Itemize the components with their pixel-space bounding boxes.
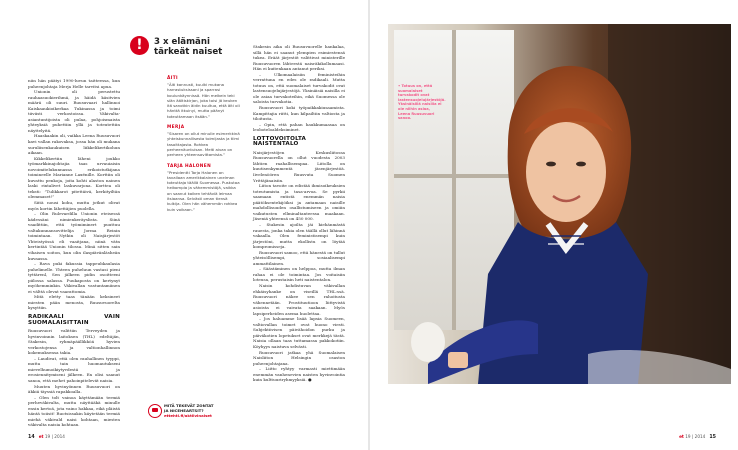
paragraph: – Säästäminen on helppoa, mutta ilman rahaa ei ole toimintaa. Jos voitaisiin loteusa, perustaisin heti naistentalon. <box>253 266 345 283</box>
sidebar-item-name: TARJA HALONEN <box>167 163 212 169</box>
web-link-text <box>164 404 250 418</box>
portrait-photo <box>388 24 731 384</box>
issue-number: 19 | 2014 <box>685 434 706 439</box>
footer-left <box>28 434 65 440</box>
article-column-1 <box>28 78 120 428</box>
paragraph: Ruusuvuori koki työpaikkakiusaamista. Kampittajia riitti, kun kilpailtiin valtiosta ja tiloitusta. <box>253 105 345 122</box>
sidebar-item-text: ”Äiti kannusti, kuulki mukana harrastuksissani ja sparrasi koulunkäynnissä. Hän melkein teki siän äältiskirjan, joka toisi jä keuken itä sanotkin äidin kuultua, että äiti oli hänttä itkuinyi, mutta päänyt toteuttamaan itsään.” <box>167 82 240 119</box>
paragraph: – Olin Rulevardilla Unionin eteisessä kädessäni nimienkeräyslista. Siinä vaadittiin, että työmiminert puuttuu valtakunnansovittelija Jorma Reinin toimintaan. Nytkin oli Naisjärjestöt Yhteistyössä eli vaaitjana, niinä vätn kertintää Unionin tilossa. Minä sitten sain vihaisen soiton, kun olin ilaspiävänläsheän kuvaassa. <box>28 211 120 261</box>
web-link-box[interactable] <box>148 404 248 418</box>
paragraph: – Laudivat, että olen rauhallinen tyyppi, mutta tain huomautukseni mievelhumoikiytyvdestä ja erosiennitymiseni jälkeen. En olisi saanut sanoa, että mehet pahoinpitelevät naisia. <box>28 355 120 383</box>
paragraph: Kikkelikertiin läheni joukko työmarkkinajohtajia taas urvauiaisin novoimitelukunnassa erikoistutkijana toimineelle Marianne Laxénille. Korttiin oli kuvattu penkoja, joita kohti alaston nainen laski rintalivet laskuvarjona. Korttea oli teksti: ”Tulikkarot pitettäivä, kerkityiltän olemmaset!” <box>28 155 120 200</box>
article-column-3 <box>253 44 345 383</box>
paragraph: Ruusuvuori jatkaa yhä Suomalaisen Naisliiton Helsingin osaston puheenjohtajana. <box>253 349 345 366</box>
sidebar-title: 3 x elämäni tärkeät naiset <box>154 37 223 57</box>
paragraph: Ruusuvuori samoo, että hänestä on tullut yhteisöllisempi, sosiaalisempi ammattilainen. <box>253 249 345 266</box>
sidebar-item-text: ”Sisaren on ollut minulle esimerkkinä yhteiskunnallisesta toimijasta ja tiimi tasoittajasta. Rohkea perheenäuntuisan. Meiti aivan on perheen yhteensovittamista.” <box>167 131 240 158</box>
sidebar-item-text: ”Presidentti Tarja Halonen on tavallaan amerikkalainen unelman toteuttaja täällä Suomessa. Puskutaa heikompia ja vähemmistöjä, vaikka on saanut kaiken tehtäviä leimaa itsiaansa. Selvästi oman tiensä kulkija. Olen hän vähemmän rohkea kuin voikaan.” <box>167 169 240 212</box>
exclamation-icon: ! <box>130 36 149 55</box>
subheading: LOTTOVOITOLTA NAISTENTALO <box>253 135 307 148</box>
paragraph: – Opin, että pahan haukkumaasaa on leoboteloaldeksiminet. <box>253 121 345 133</box>
page-gutter <box>368 0 370 450</box>
magazine-logo: et <box>679 434 684 439</box>
subheading: RADIKAALI VAIN SUOMALAISITTAIN <box>28 313 120 326</box>
sidebar-item-name: ÄITI <box>167 76 179 81</box>
laptop-icon <box>148 404 162 418</box>
sidebar-item-merja <box>167 125 241 157</box>
paragraph: Haaskaakin oli, vaikka Leena Ruusuvuori kavi vallan rakovaksa, jossa hän oli mukana suruliisenkaukuisen liikkelikertikohun aikaan. <box>28 133 120 156</box>
paragraph: niin hän päätyi 1990-luvun taitteessa, kun puheenjohtaja Merja Helle tarvitsi apua. <box>28 78 120 89</box>
web-link-line: MITÄ TEKEVÄT ZONTAT <box>164 403 214 408</box>
footer-right <box>679 434 716 440</box>
web-link-line: JA NICEHEARTSIT? <box>164 407 204 413</box>
paragraph: Liiton tavoite on edistää ihmisoikeuksien toteutumista ja tasa-arvoa. Se pyrkii saamaan entistä enemmän naisia päätöksentekijöiksi ja antamaan naisille mahdollisuuden osallistumiseen ja omiiin vaikutusten ellminaltanteessa maakaan. Jäseniä yhteensä on 450 000. <box>253 183 345 222</box>
paragraph: – Olen tolt vainoa käyttämään termiä perheväkivalta, mutta näyttääkä minulle ensin kertoä, jota vaino hakkaa, eikä pläistä häntä toiisit! Ruotsissakin käytetään termiä miehä väkivald naisi kohtaan, miesten väkivalta naisia kohtaan. <box>28 394 120 428</box>
paragraph: – Rava puki fakussia tappeubkaulasia puhelimelle. Yhteen puheluun vastasi pieni tyttärenl, Sen jälkeen pidin osoitteeni piilossa salassa. Puukaposta on kertynyt myöhemminkin. Väkivallan vastuntamiinen ei välttä olevat vaarattomia. <box>28 261 120 294</box>
sidebar-item-tarja-halonen <box>167 164 241 212</box>
page-number: 14 <box>28 435 35 440</box>
paragraph: Naisjärjestöjen Keskusliitossa Ruusuvuorella on ollut vuodesta 2003 lähtien raahallisempaa. Liitolla on kuutisenkymmentä jäsenjärjestöä. Iivelenöören Ruusvuta Suomen Yrittäjänaisiin. <box>253 149 345 183</box>
page-number: 15 <box>709 435 716 440</box>
portrait-illustration <box>388 24 731 384</box>
paragraph: Muuten hyvinyönnen Ruusuvuori on äkkiä täyssiä rapakkoalla. <box>28 383 120 395</box>
paragraph: – Jos haluamme lisää lapsia Suomeen, valtiovallan toimet ovat huono viesti. Subjektiivisen päivähoidon purku ja päiväkotien lopetukset ovat merkkejä tästä. Naisia ollaan taas tuttamassa pakkokotiin. Köyhyys naistuva selvästi. <box>253 316 345 349</box>
paragraph: Naisin kohdistuvan väkivallan ehkäisyhanke on viseillä THL:ssä. Ruusuvuori näkee sen rahoitusta vähennetään. Prostituutioon liittyvistä asioista ei vaivata saakaan. Myös lapsiperheiden asema huolettaa. <box>253 282 345 316</box>
sidebar-body <box>167 76 241 218</box>
paragraph: Siitä nousi kohu, mutta jotkut olivat myös kortin lähettäjien puolella. <box>28 200 120 211</box>
paragraph: – Liitto ryhtyy varmasti miettimään enemmän vanhenevien naisten hyvinvointia kuin kulttuuriryhmyyksiä. ● <box>253 366 345 383</box>
sidebar-item-aiti <box>167 76 241 119</box>
magazine-logo: et <box>38 434 44 439</box>
paragraph: – Stakesin ajoilta jäi kiehänmästä rauesta, jonka takia olen täällä ollut lähinnä vakaalla. Olen feministisempi kuin järjestöni, mutta ekollistu on löytää kompromisseja. <box>253 221 345 250</box>
paragraph: Ruusuvuori valittiin Terveyden ja hyvinvoinnin laitoksen (THL) edeltäjän, Stakesin, ryhmäpäällikköä hyvien verkostojensa ja valtionhallinnon kokemuksensa takia. <box>28 328 120 356</box>
paragraph: Stakesin aika oli Ruusuvuorelle hankalaa, sillä hän ei saanut ylempien esimiestensä tukea. Eräät järjestöt valittivat ministerille Ruusuvuoren lähteestä naisräkikollumaasi. Hän ei kuitenkaan antanut periksi. <box>253 44 345 72</box>
sidebar-item-name: MERJA <box>167 125 185 131</box>
paragraph: – Ulkomaalaisiin feministeihin verrattuna en edes ole radikaali. Mutta totuus on, että suomalaiset turvakodit ovat lastensuojelujärjestöjä. Yksinäisiä naisilla ei ole asiaa turvakoteihin, eikä Suomessa ole saloista turvakotia. <box>253 71 345 105</box>
issue-number: 19 | 2014 <box>44 434 65 439</box>
photo-caption: • Totuus on, että suomalaiset turvakodit ovat lastensuojelujärjestöjä. Yksinäisillä naisilla ei ole niihin asiaa, Leena Ruusuvuori sanoo. <box>398 84 446 121</box>
paragraph: Unionin oli perustettu rauhaasuokierihmä, ja häidä käsitvien määrä oli suuri. Ruusuvaari hallinnoi Kaiskaaukioikerkaa Tukinassa ja toimi tiiviisti verkostoissa. Väkivalta-asiantuntijoista oli pulaa, pohjoismaista yhteyksiä puhettiin yllä ja toteutettiin näyttelyitä. <box>28 89 120 133</box>
paragraph: Mitä eletty taas tänään keksineet miesten pään menosta, Ruusuvuorelta kysyttiin. <box>28 294 120 311</box>
web-link-url[interactable]: ettehti.fi/aktiivinaiset <box>164 412 212 418</box>
